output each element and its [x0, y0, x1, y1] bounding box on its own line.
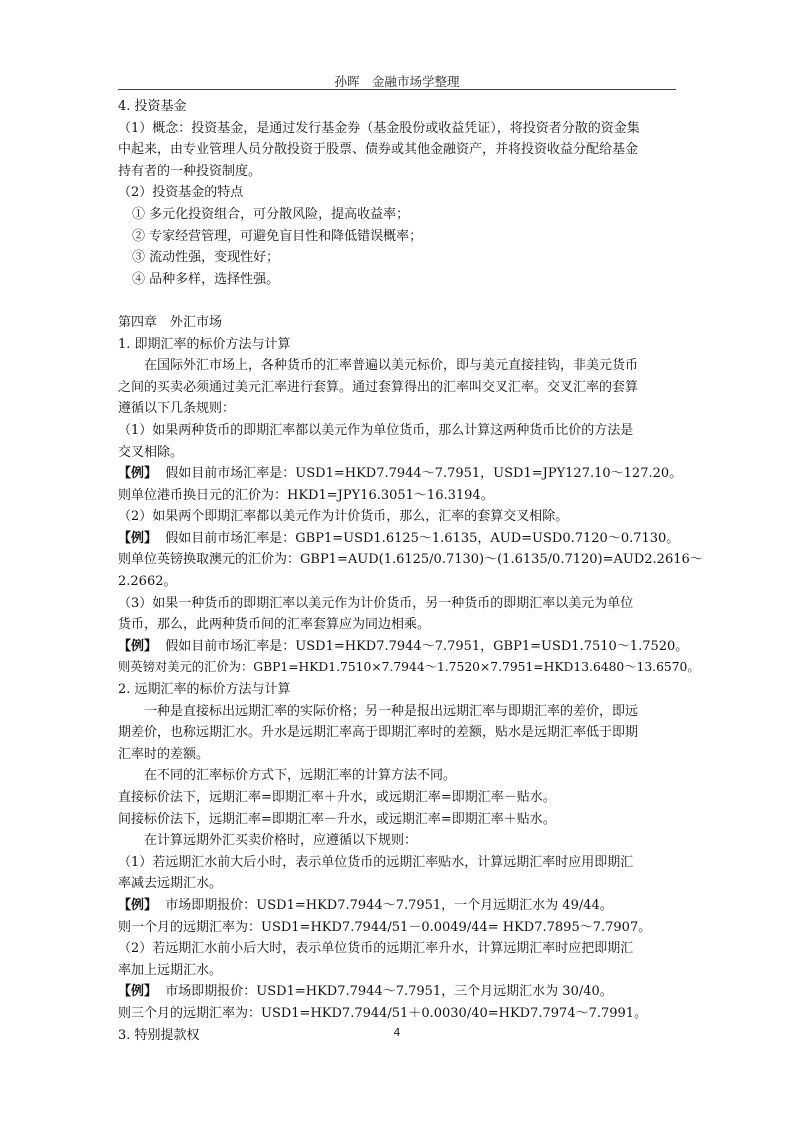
paragraph-line: （1）概念：投资基金，是通过发行基金券（基金股份或收益凭证），将投资者分散的资金集 [118, 120, 640, 136]
paragraph-line: 间接标价法下，远期汇率=即期汇率－升水，或远期汇率=即期汇率＋贴水。 [118, 811, 556, 827]
paragraph-line: （3）如果一种货币的即期汇率以美元作为计价货币，另一种货币的即期汇率以美元为单位 [118, 595, 634, 611]
paragraph-line: 直接标价法下，远期汇率=即期汇率＋升水，或远期汇率=即期汇率－贴水。 [118, 790, 556, 805]
example-line [118, 463, 683, 485]
paragraph-line: 率加上远期汇水。 [118, 962, 223, 978]
example-label: 【例】 [118, 984, 158, 1000]
example-label: 【例】 [118, 466, 158, 482]
list-item: ③ 流动性强，变现性好； [132, 250, 280, 266]
example-label: 【例】 [118, 897, 158, 913]
section-heading: 2. 远期汇率的标价方法与计算 [118, 682, 291, 698]
example-text: 市场即期报价：USD1=HKD7.7944～7.7951，一个月远期汇水为 49/44。 [165, 897, 613, 913]
paragraph-line: 货币，那么，此两种货币间的汇率套算应为同边相乘。 [118, 617, 431, 633]
list-item: ② 专家经营管理，可避免盲目性和降低错误概率； [132, 228, 423, 244]
list-item: ① 多元化投资组合，可分散风险，提高收益率； [132, 206, 410, 222]
section-heading: 1. 即期汇率的标价方法与计算 [118, 336, 291, 352]
paragraph-line: 期差价，也称远期汇水。升水是远期汇率高于即期汇率时的差额，贴水是远期汇率低于即期 [118, 725, 639, 741]
example-text: 假如目前市场汇率是：USD1=HKD7.7944～7.7951，GBP1=USD1.7510～1.7520。 [165, 638, 689, 654]
example-label: 【例】 [118, 638, 158, 654]
paragraph-line: 之间的买卖必须通过美元汇率进行套算。通过套算得出的汇率叫交叉汇率。交叉汇率的套算 [118, 379, 639, 395]
document-body [118, 96, 703, 1046]
chapter-heading: 第四章 外汇市场 [118, 314, 223, 330]
paragraph-line: 在不同的汇率标价方式下，远期汇率的计算方法不同。 [144, 768, 457, 784]
paragraph-line: 则单位英镑换取澳元的汇价为：GBP1=AUD(1.6125/0.7130)～(1.6135/0.7120)=AUD2.2616～ [118, 552, 703, 568]
paragraph-line: （2）若远期汇水前小后大时，表示单位货币的远期汇率升水，计算远期汇率时应把即期汇 [118, 941, 634, 957]
paragraph-line: 则三个月的远期汇率为：USD1=HKD7.7944/51＋0.0030/40=HKD7.7974～7.7991。 [118, 1005, 648, 1021]
paragraph-line: 则英镑对美元的汇价为：GBP1=HKD1.7510×7.7944～1.7520×7.7951=HKD13.6480～13.6570。 [118, 660, 700, 675]
paragraph-line: 在计算远期外汇买卖价格时，应遵循以下规则： [144, 833, 418, 849]
example-text: 市场即期报价：USD1=HKD7.7944～7.7951，三个月远期汇水为 30/40。 [165, 984, 613, 1000]
page-number: 4 [393, 1026, 401, 1039]
paragraph-line: 遵循以下几条规则： [118, 401, 236, 417]
example-text: 假如目前市场汇率是：USD1=HKD7.7944～7.7951，USD1=JPY127.10～127.20。 [165, 466, 683, 482]
list-item: ④ 品种多样，选择性强。 [132, 271, 280, 287]
example-line [118, 528, 678, 550]
paragraph-line: 汇率时的差额。 [118, 746, 210, 762]
paragraph-line: （1）如果两种货币的即期汇率都以美元作为单位货币，那么计算这两种货币比价的方法是 [118, 422, 634, 438]
example-label: 【例】 [118, 530, 158, 546]
paragraph-line: 率减去远期汇水。 [118, 876, 223, 892]
example-line [118, 636, 689, 658]
example-text: 假如目前市场汇率是：GBP1=USD1.6125～1.6135，AUD=USD0.7120～0.7130。 [165, 530, 680, 546]
section-heading: 4. 投资基金 [118, 99, 187, 114]
paragraph-line: 在国际外汇市场上，各种货币的汇率普遍以美元标价，即与美元直接挂钩，非美元货币 [144, 358, 639, 374]
header-rule [118, 89, 676, 90]
paragraph-line: 中起来，由专业管理人员分散投资于股票、债券或其他金融资产，并将投资收益分配给基金 [118, 142, 639, 158]
paragraph-line: 交叉相除。 [118, 444, 184, 460]
paragraph-line: 2.2662。 [118, 574, 177, 590]
paragraph-line: 一种是直接标出远期汇率的实际价格；另一种是报出远期汇率与即期汇率的差价，即远 [144, 703, 639, 719]
paragraph-line: 持有者的一种投资制度。 [118, 163, 262, 179]
subsection-heading: （2）投资基金的特点 [118, 185, 244, 201]
example-line [118, 981, 678, 1003]
paragraph-line: 则一个月的远期汇率为：USD1=HKD7.7944/51－0.0049/44= HKD7.7895～7.7907。 [118, 919, 652, 935]
section-heading: 3. 特别提款权 [118, 1027, 200, 1043]
paragraph-line: （1）若远期汇水前大后小时，表示单位货币的远期汇率贴水，计算远期汇率时应用即期汇 [118, 854, 634, 870]
example-line [118, 895, 678, 917]
blank-line [118, 290, 678, 312]
paragraph-line: （2）如果两个即期汇率都以美元作为计价货币，那么，汇率的套算交叉相除。 [118, 509, 569, 525]
paragraph-line: 则单位港币换日元的汇价为：HKD1=JPY16.3051～16.3194。 [118, 487, 494, 503]
page-header: 孙晖 金融市场学整理 [334, 74, 460, 89]
